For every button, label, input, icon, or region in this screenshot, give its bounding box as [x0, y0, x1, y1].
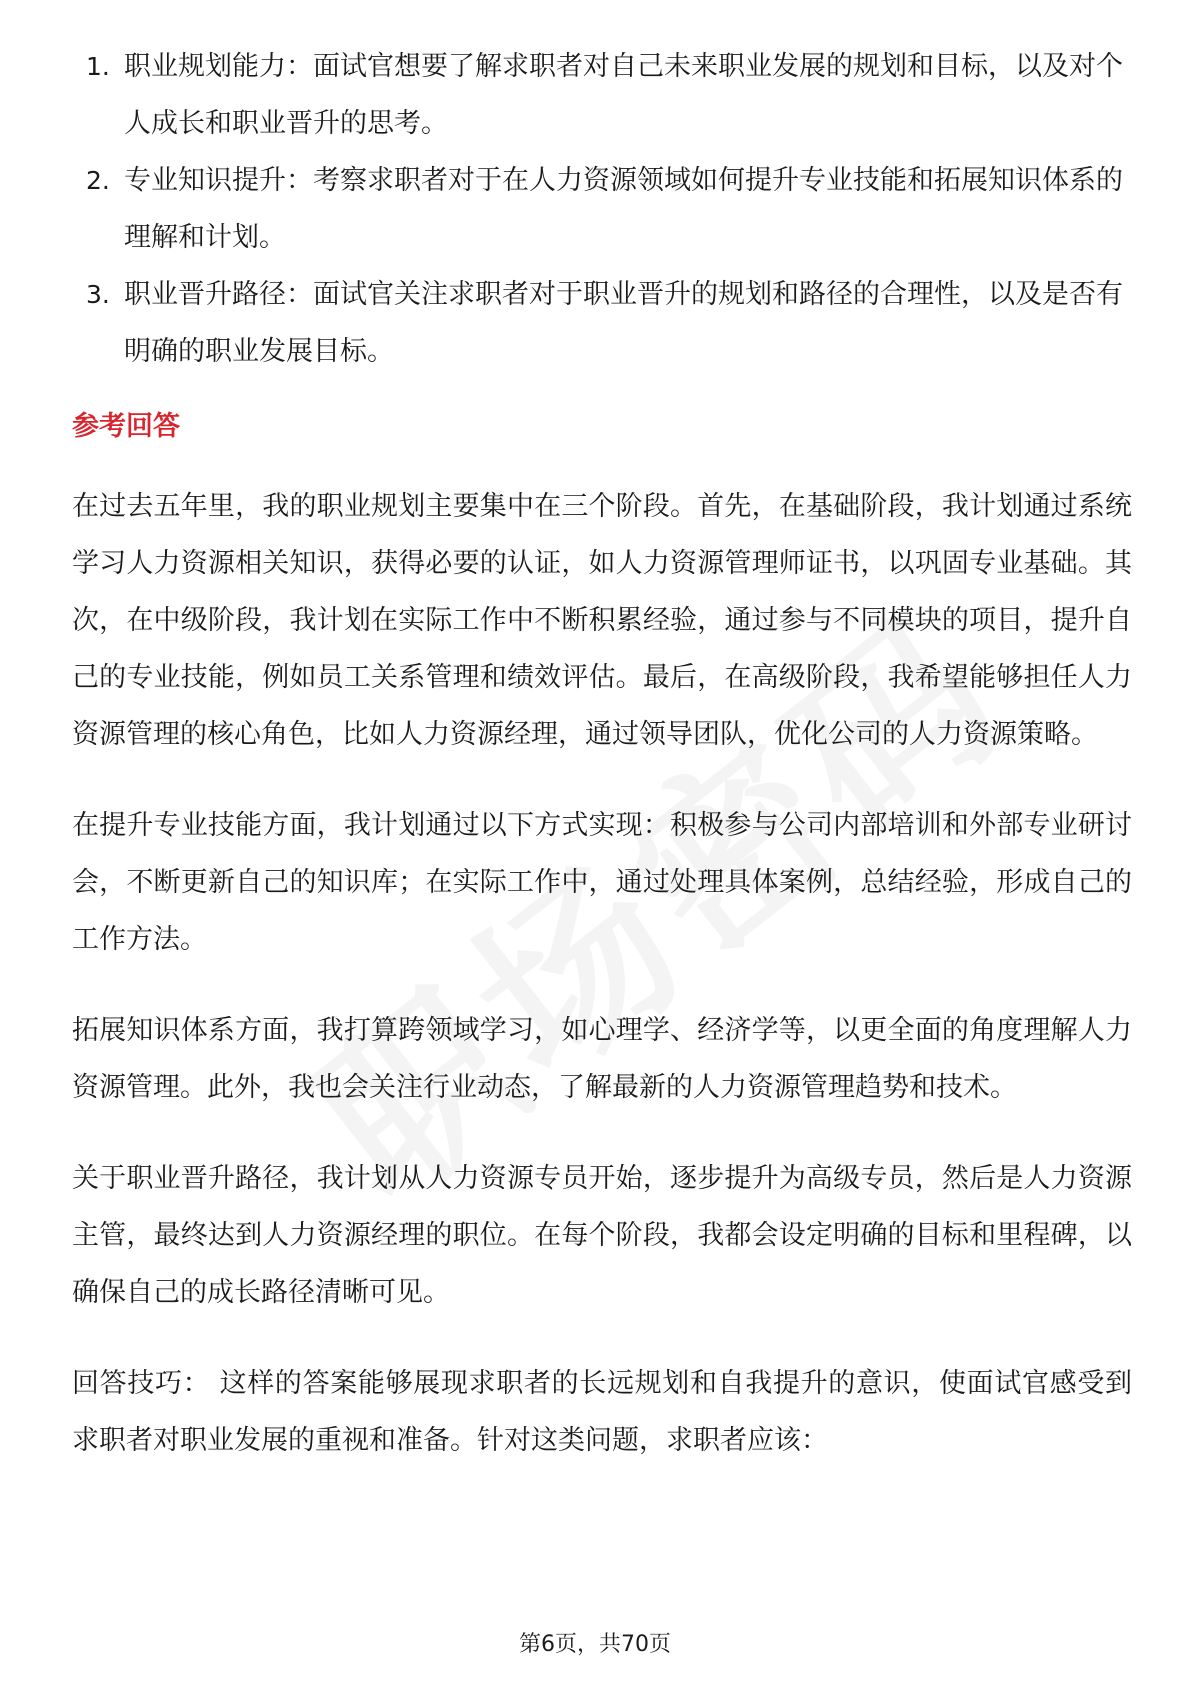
list-item: [72, 152, 1132, 266]
list-text: 职业晋升路径：面试官关注求职者对于职业晋升的规划和路径的合理性，以及是否有明确的职业发展目标。: [124, 279, 1123, 367]
criteria-list: [72, 38, 1132, 380]
list-text: 专业知识提升：考察求职者对于在人力资源领域如何提升专业技能和拓展知识体系的理解和计划。: [124, 165, 1123, 253]
page-number: 第6页，共70页: [519, 1632, 671, 1657]
list-item: [72, 266, 1132, 380]
answer-paragraph: 关于职业晋升路径，我计划从人力资源专员开始，逐步提升为高级专员，然后是人力资源主管，最终达到人力资源经理的职位。在每个阶段，我都会设定明确的目标和里程碑，以确保自己的成长路径清晰可见。: [72, 1163, 1132, 1308]
answer-heading: 参考回答: [72, 411, 180, 442]
answer-paragraph: 拓展知识体系方面，我打算跨领域学习，如心理学、经济学等，以更全面的角度理解人力资源管理。此外，我也会关注行业动态，了解最新的人力资源管理趋势和技术。: [72, 1015, 1132, 1103]
answer-paragraph: 在过去五年里，我的职业规划主要集中在三个阶段。首先，在基础阶段，我计划通过系统学习人力资源相关知识，获得必要的认证，如人力资源管理师证书，以巩固专业基础。其次，在中级阶段，我计划在实际工作中不断积累经验，通过参与不同模块的项目，提升自己的专业技能，例如员工关系管理和绩效评估。最后，在高级阶段，我希望能够担任人力资源管理的核心角色，比如人力资源经理，通过领导团队，优化公司的人力资源策略。: [72, 491, 1132, 750]
list-number: 2.: [86, 166, 110, 195]
list-text: 职业规划能力：面试官想要了解求职者对自己未来职业发展的规划和目标，以及对个人成长和职业晋升的思考。: [124, 51, 1123, 139]
tips-paragraph: 回答技巧： 这样的答案能够展现求职者的长远规划和自我提升的意识，使面试官感受到求职者对职业发展的重视和准备。针对这类问题，求职者应该：: [72, 1368, 1132, 1456]
list-number: 3.: [86, 280, 110, 309]
answer-body: [72, 478, 1132, 1503]
list-item: [72, 38, 1132, 152]
answer-paragraph: 在提升专业技能方面，我计划通过以下方式实现：积极参与公司内部培训和外部专业研讨会，不断更新自己的知识库；在实际工作中，通过处理具体案例，总结经验，形成自己的工作方法。: [72, 810, 1132, 955]
list-number: 1.: [86, 52, 110, 81]
